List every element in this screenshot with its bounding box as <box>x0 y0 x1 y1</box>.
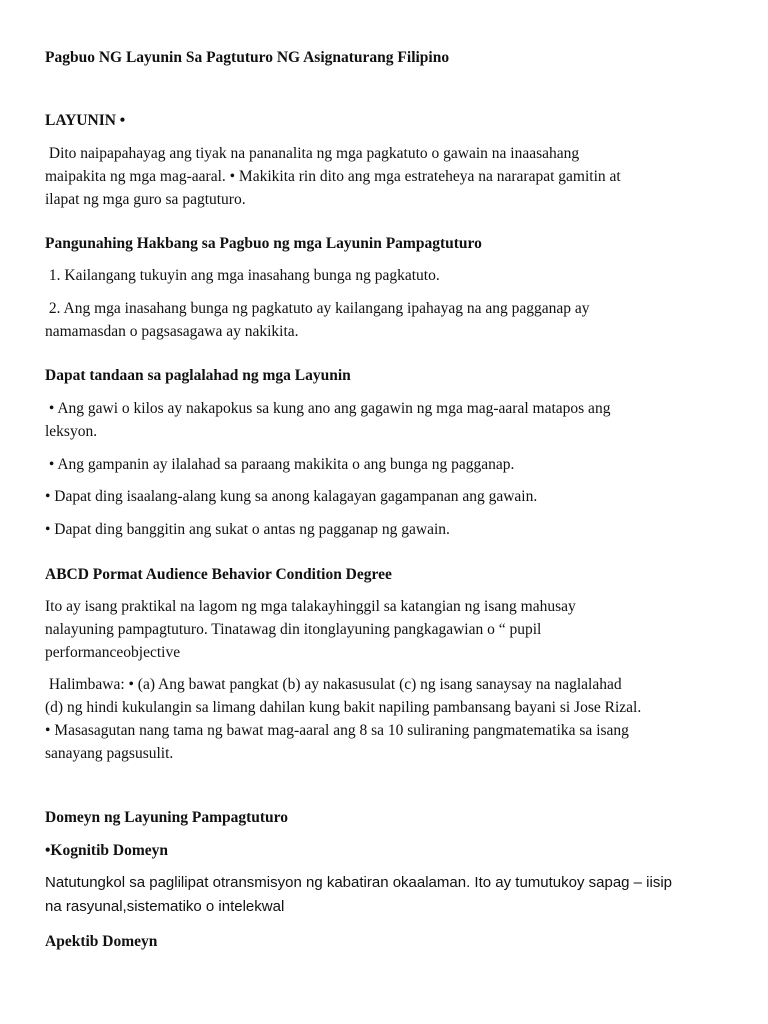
abcd-heading: ABCD Pormat Audience Behavior Condition Degree <box>45 566 392 583</box>
text-line: • Ang gampanin ay ilalahad sa paraang makikita o ang bunga ng pagganap. <box>45 456 515 473</box>
text-line: • Ang gawi o kilos ay nakapokus sa kung ano ang gagawin ng mga mag-aaral matapos ang <box>45 400 611 417</box>
text-line: • Dapat ding banggitin ang sukat o antas ng pagganap ng gawain. <box>45 521 450 538</box>
tandaan-heading: Dapat tandaan sa paglalahad ng mga Layunin <box>45 367 351 384</box>
text-line: ilapat ng mga guro sa pagtuturo. <box>45 191 246 208</box>
hakbang-item-1 <box>45 264 735 287</box>
text-line: (d) ng hindi kukulangin sa limang dahilan kung bakit napiling pambansang bayani si Jose Rizal. <box>45 699 642 716</box>
text-line: 2. Ang mga inasahang bunga ng pagkatuto ay kailangang ipahayag na ang pagganap ay <box>45 300 590 317</box>
tandaan-item-3 <box>45 485 735 508</box>
text-line: Halimbawa: • (a) Ang bawat pangkat (b) ay nakasusulat (c) ng isang sanaysay na naglalahad <box>45 676 622 693</box>
layunin-paragraph <box>45 142 735 211</box>
tandaan-item-1 <box>45 397 735 443</box>
kognitib-paragraph <box>45 871 735 919</box>
apektib-heading: Apektib Domeyn <box>45 933 158 950</box>
text-line: sanayang pagsusulit. <box>45 745 174 762</box>
text-line: • Masasagutan nang tama ng bawat mag-aaral ang 8 sa 10 suliraning pangmatematika sa isang <box>45 722 629 739</box>
text-line: Dito naipapahayag ang tiyak na pananalita ng mga pagkatuto o gawain na inaasahang <box>45 145 580 162</box>
text-line: maipakita ng mga mag-aaral. • Makikita rin dito ang mga estrateheya na nararapat gamitin at <box>45 168 621 185</box>
text-line: na rasyunal,sistematiko o intelekwal <box>45 898 285 915</box>
document-title: Pagbuo NG Layunin Sa Pagtuturo NG Asignaturang Filipino <box>45 49 450 66</box>
kognitib-heading: •Kognitib Domeyn <box>45 842 168 859</box>
text-line: leksyon. <box>45 423 98 440</box>
halimbawa-paragraph <box>45 673 735 765</box>
hakbang-heading: Pangunahing Hakbang sa Pagbuo ng mga Layunin Pampagtuturo <box>45 235 482 252</box>
text-line: nalayuning pampagtuturo. Tinatawag din itonglayuning pangkagawian o “ pupil <box>45 621 542 638</box>
text-line: Natutungkol sa paglilipat otransmisyon ng kabatiran okaalaman. Ito ay tumutukoy sapag – iisip <box>45 874 673 891</box>
abcd-paragraph <box>45 595 735 664</box>
text-line: performanceobjective <box>45 644 181 661</box>
hakbang-item-2 <box>45 297 735 343</box>
text-line: Ito ay isang praktikal na lagom ng mga talakayhinggil sa katangian ng isang mahusay <box>45 598 576 615</box>
domeyn-heading: Domeyn ng Layuning Pampagtuturo <box>45 809 289 826</box>
text-line: namamasdan o pagsasagawa ay nakikita. <box>45 323 299 340</box>
tandaan-item-4 <box>45 518 735 541</box>
tandaan-item-2 <box>45 453 735 476</box>
text-line: • Dapat ding isaalang-alang kung sa anong kalagayan gagampanan ang gawain. <box>45 488 538 505</box>
layunin-heading: LAYUNIN • <box>45 112 126 129</box>
text-line: 1. Kailangang tukuyin ang mga inasahang bunga ng pagkatuto. <box>45 267 440 284</box>
